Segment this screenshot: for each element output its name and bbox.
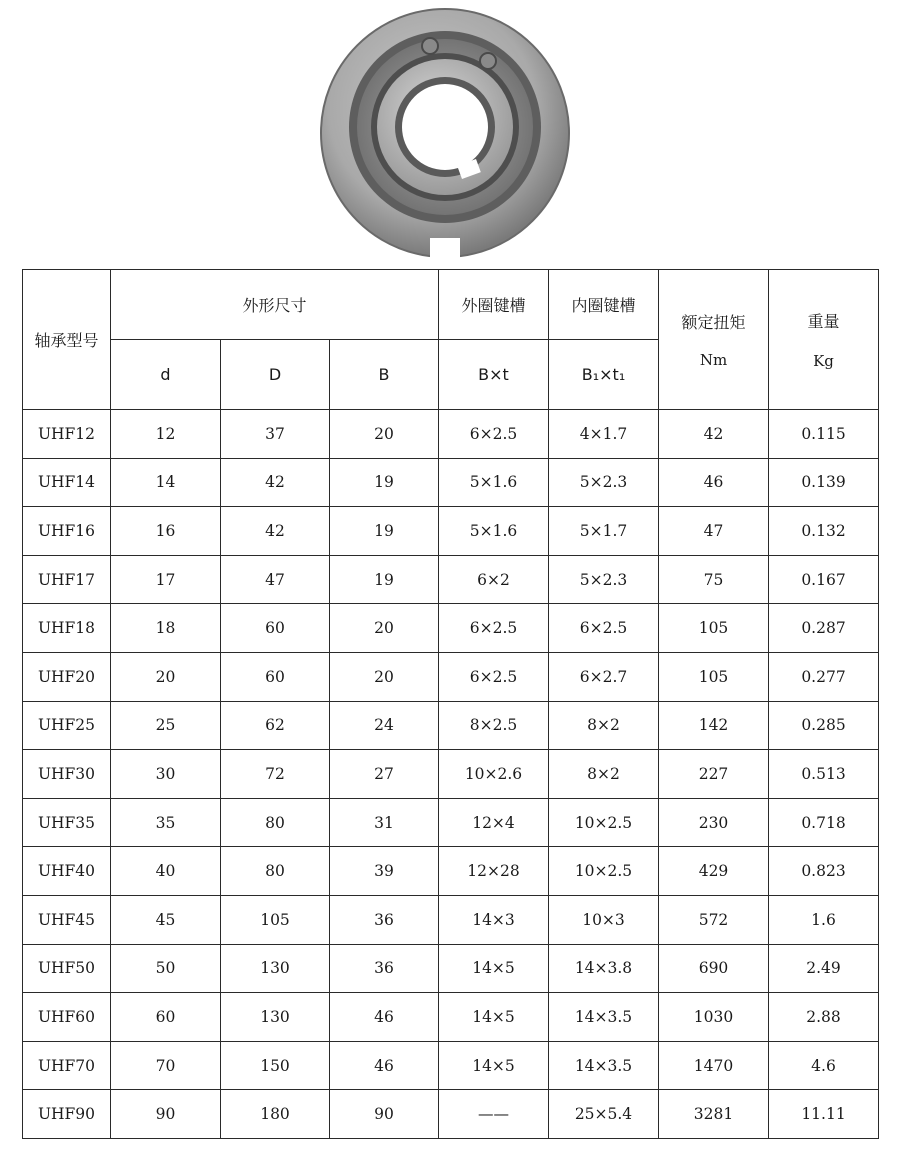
cell-D: 150: [221, 1041, 330, 1090]
cell-B: 36: [330, 895, 439, 944]
table-row: [23, 798, 879, 847]
cell-torque: 1030: [659, 993, 769, 1042]
cell-D: 47: [221, 555, 330, 604]
cell-weight: 2.88: [769, 993, 879, 1042]
bearing-photo: [318, 6, 572, 260]
cell-inner: 10×2.5: [549, 798, 659, 847]
cell-B: 20: [330, 410, 439, 459]
table-row: [23, 993, 879, 1042]
cell-model: UHF50: [23, 944, 111, 993]
header-outer-keyway: 外圈键槽: [439, 270, 549, 340]
cell-B: 90: [330, 1090, 439, 1139]
cell-weight: 0.718: [769, 798, 879, 847]
cell-weight: 1.6: [769, 895, 879, 944]
header-torque-unit: Nm: [699, 351, 728, 369]
cell-B: 36: [330, 944, 439, 993]
cell-inner: 10×2.5: [549, 847, 659, 896]
table-row: [23, 847, 879, 896]
cell-outer: 14×5: [439, 1041, 549, 1090]
cell-torque: 42: [659, 410, 769, 459]
cell-outer: 6×2.5: [439, 652, 549, 701]
cell-weight: 0.132: [769, 507, 879, 556]
cell-d: 17: [111, 555, 221, 604]
cell-weight: 0.285: [769, 701, 879, 750]
table-row: [23, 604, 879, 653]
cell-outer: 6×2.5: [439, 410, 549, 459]
cell-D: 130: [221, 944, 330, 993]
cell-torque: 429: [659, 847, 769, 896]
cell-outer: 14×5: [439, 993, 549, 1042]
cell-B: 19: [330, 507, 439, 556]
cell-D: 42: [221, 507, 330, 556]
cell-torque: 105: [659, 604, 769, 653]
cell-torque: 690: [659, 944, 769, 993]
cell-D: 130: [221, 993, 330, 1042]
cell-d: 35: [111, 798, 221, 847]
cell-inner: 8×2: [549, 750, 659, 799]
table-row: [23, 652, 879, 701]
cell-model: UHF25: [23, 701, 111, 750]
cell-inner: 5×1.7: [549, 507, 659, 556]
cell-weight: 2.49: [769, 944, 879, 993]
cell-inner: 25×5.4: [549, 1090, 659, 1139]
cell-weight: 0.167: [769, 555, 879, 604]
cell-inner: 5×2.3: [549, 555, 659, 604]
cell-model: UHF17: [23, 555, 111, 604]
cell-model: UHF12: [23, 410, 111, 459]
cell-outer: 5×1.6: [439, 507, 549, 556]
cell-weight: 0.823: [769, 847, 879, 896]
cell-d: 14: [111, 458, 221, 507]
cell-torque: 105: [659, 652, 769, 701]
cell-outer: 12×28: [439, 847, 549, 896]
cell-B: 20: [330, 652, 439, 701]
cell-weight: 0.139: [769, 458, 879, 507]
cell-torque: 1470: [659, 1041, 769, 1090]
header-weight-unit: Kg: [813, 352, 834, 370]
cell-model: UHF30: [23, 750, 111, 799]
cell-B: 24: [330, 701, 439, 750]
cell-d: 45: [111, 895, 221, 944]
cell-inner: 14×3.5: [549, 1041, 659, 1090]
cell-inner: 14×3.5: [549, 993, 659, 1042]
cell-D: 60: [221, 604, 330, 653]
cell-weight: 0.287: [769, 604, 879, 653]
cell-D: 60: [221, 652, 330, 701]
cell-outer: 5×1.6: [439, 458, 549, 507]
header-inner-keyway: 内圈键槽: [549, 270, 659, 340]
cell-d: 20: [111, 652, 221, 701]
bearing-spec-table: [22, 269, 879, 1139]
cell-d: 60: [111, 993, 221, 1042]
cell-d: 30: [111, 750, 221, 799]
cell-outer: 8×2.5: [439, 701, 549, 750]
subheader-outer-bxt: B×t: [439, 340, 549, 410]
cell-model: UHF90: [23, 1090, 111, 1139]
cell-D: 180: [221, 1090, 330, 1139]
cell-inner: 6×2.7: [549, 652, 659, 701]
cell-model: UHF60: [23, 993, 111, 1042]
cell-torque: 230: [659, 798, 769, 847]
cell-outer: 14×5: [439, 944, 549, 993]
subheader-D: D: [221, 340, 330, 410]
subheader-B: B: [330, 340, 439, 410]
cell-weight: 4.6: [769, 1041, 879, 1090]
cell-B: 19: [330, 458, 439, 507]
header-model: 轴承型号: [23, 270, 111, 410]
cell-torque: 75: [659, 555, 769, 604]
cell-outer: 10×2.6: [439, 750, 549, 799]
table-row: [23, 555, 879, 604]
cell-inner: 4×1.7: [549, 410, 659, 459]
header-dimensions: 外形尺寸: [111, 270, 439, 340]
cell-weight: 0.513: [769, 750, 879, 799]
table-row: [23, 750, 879, 799]
cell-inner: 14×3.8: [549, 944, 659, 993]
cell-D: 80: [221, 847, 330, 896]
table-row: [23, 1041, 879, 1090]
cell-weight: 0.277: [769, 652, 879, 701]
subheader-d: d: [111, 340, 221, 410]
cell-weight: 11.11: [769, 1090, 879, 1139]
header-torque: [659, 270, 769, 410]
cell-outer: 6×2: [439, 555, 549, 604]
cell-model: UHF45: [23, 895, 111, 944]
table-row: [23, 458, 879, 507]
cell-model: UHF35: [23, 798, 111, 847]
cell-outer: 14×3: [439, 895, 549, 944]
cell-model: UHF18: [23, 604, 111, 653]
cell-D: 62: [221, 701, 330, 750]
header-weight: [769, 270, 879, 410]
table-row: [23, 895, 879, 944]
cell-inner: 5×2.3: [549, 458, 659, 507]
cell-d: 12: [111, 410, 221, 459]
cell-d: 40: [111, 847, 221, 896]
table-row: [23, 944, 879, 993]
table-row: [23, 507, 879, 556]
header-torque-label: 额定扭矩: [681, 313, 746, 332]
cell-B: 46: [330, 1041, 439, 1090]
cell-d: 50: [111, 944, 221, 993]
cell-D: 72: [221, 750, 330, 799]
cell-torque: 3281: [659, 1090, 769, 1139]
cell-torque: 46: [659, 458, 769, 507]
cell-B: 20: [330, 604, 439, 653]
cell-torque: 47: [659, 507, 769, 556]
subheader-inner-bxt: B₁×t₁: [549, 340, 659, 410]
cell-inner: 6×2.5: [549, 604, 659, 653]
cell-D: 105: [221, 895, 330, 944]
cell-model: UHF70: [23, 1041, 111, 1090]
cell-model: UHF16: [23, 507, 111, 556]
cell-B: 39: [330, 847, 439, 896]
cell-B: 31: [330, 798, 439, 847]
cell-outer: 6×2.5: [439, 604, 549, 653]
cell-weight: 0.115: [769, 410, 879, 459]
cell-d: 90: [111, 1090, 221, 1139]
table-row: [23, 701, 879, 750]
cell-model: UHF14: [23, 458, 111, 507]
cell-d: 25: [111, 701, 221, 750]
cell-d: 16: [111, 507, 221, 556]
cell-outer: 12×4: [439, 798, 549, 847]
cell-D: 37: [221, 410, 330, 459]
cell-B: 27: [330, 750, 439, 799]
table-row: [23, 1090, 879, 1139]
cell-inner: 10×3: [549, 895, 659, 944]
cell-B: 46: [330, 993, 439, 1042]
cell-inner: 8×2: [549, 701, 659, 750]
cell-d: 18: [111, 604, 221, 653]
cell-model: UHF20: [23, 652, 111, 701]
table-row: [23, 410, 879, 459]
header-weight-label: 重量: [807, 312, 840, 331]
cell-torque: 227: [659, 750, 769, 799]
cell-outer: ——: [439, 1090, 549, 1139]
cell-B: 19: [330, 555, 439, 604]
cell-torque: 572: [659, 895, 769, 944]
cell-D: 80: [221, 798, 330, 847]
cell-D: 42: [221, 458, 330, 507]
cell-model: UHF40: [23, 847, 111, 896]
cell-torque: 142: [659, 701, 769, 750]
cell-d: 70: [111, 1041, 221, 1090]
